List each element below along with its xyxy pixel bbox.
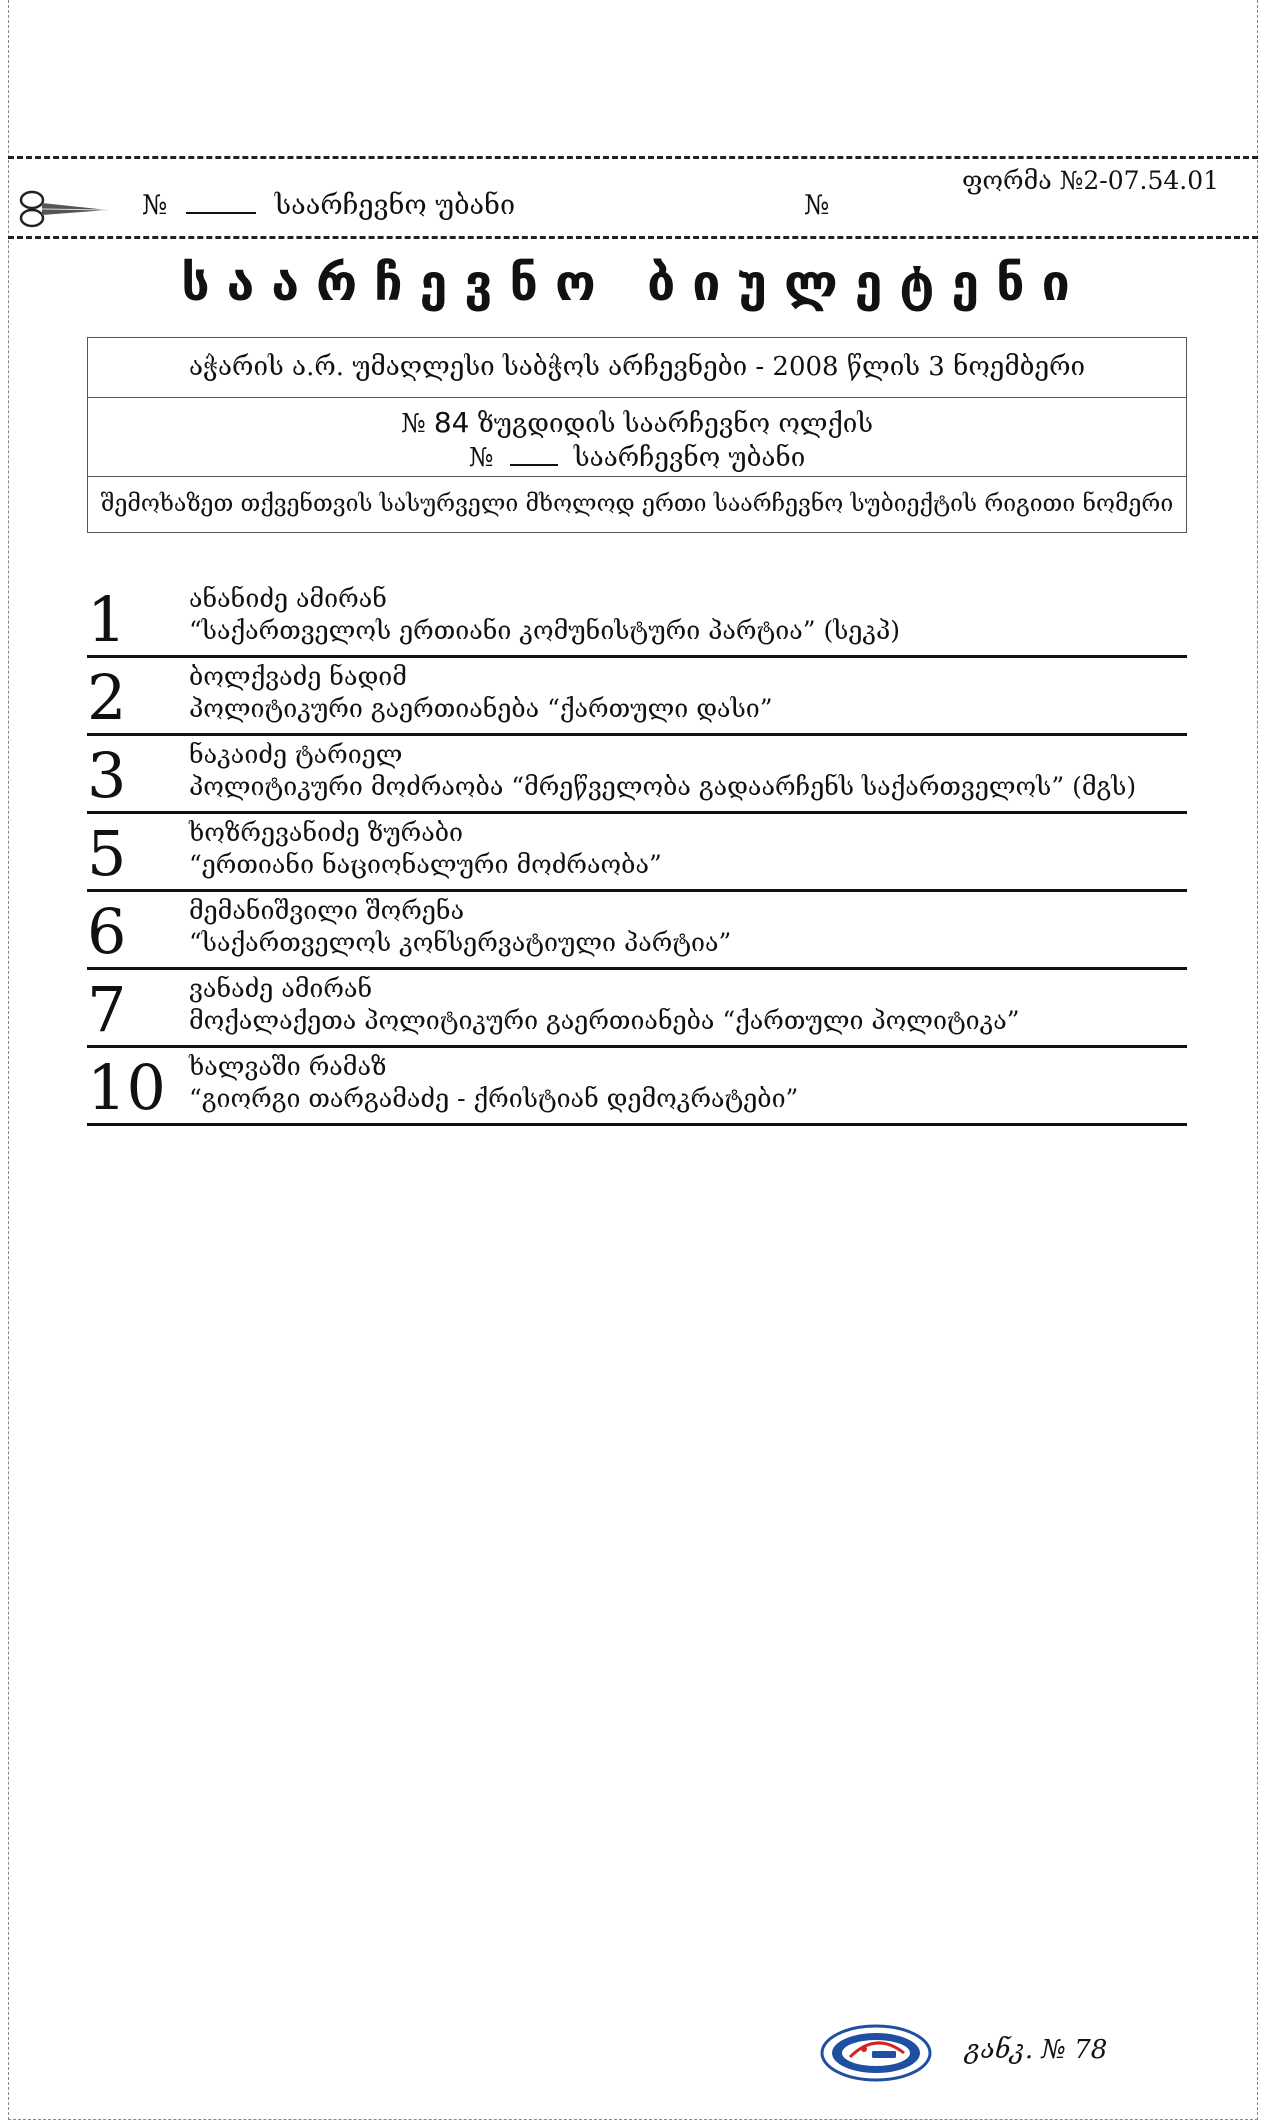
- candidate-row[interactable]: [87, 582, 1187, 658]
- candidate-name: მემანიშვილი შორენა: [189, 896, 465, 925]
- candidate-name: ვანაძე ამირან: [189, 974, 373, 1003]
- precinct-blank: [510, 446, 558, 466]
- candidate-number[interactable]: 7: [87, 973, 127, 1046]
- election-commission-logo: [820, 2023, 932, 2083]
- stub-precinct-label: საარჩევნო უბანი: [274, 190, 516, 221]
- candidate-name: ანანიძე ამირან: [189, 584, 387, 613]
- candidate-party: “გიორგი თარგამაძე - ქრისტიან დემოკრატები”: [189, 1084, 799, 1113]
- stub-precinct-number: [142, 190, 515, 221]
- election-info-box: [87, 337, 1187, 533]
- candidate-number[interactable]: 6: [87, 895, 127, 968]
- candidate-name: ბოლქვაძე ნადიმ: [189, 662, 407, 691]
- stub-serial-number: №: [804, 190, 830, 221]
- candidate-number[interactable]: 2: [87, 661, 127, 734]
- ballot-stub: [14, 166, 1254, 230]
- candidate-party: “საქართველოს კონსერვატიული პარტია”: [189, 928, 732, 957]
- candidate-number[interactable]: 5: [87, 817, 127, 890]
- scissors-icon: [18, 188, 110, 228]
- precinct-label: საარჩევნო უბანი: [573, 443, 806, 473]
- candidate-party: პოლიტიკური მოძრაობა “მრეწველობა გადაარჩენს საქართველოს” (მგს): [189, 772, 1137, 801]
- candidate-row[interactable]: [87, 738, 1187, 814]
- candidate-name: ნაკაიძე ტარიელ: [189, 740, 403, 769]
- district-info: [88, 398, 1186, 477]
- voting-instruction: შემოხაზეთ თქვენთვის სასურველი მხოლოდ ერთი საარჩევნო სუბიექტის რიგითი ნომერი: [100, 491, 1174, 517]
- form-number: ფორმა №2-07.54.01: [962, 166, 1220, 195]
- candidate-party: მოქალაქეთა პოლიტიკური გაერთიანება “ქართული პოლიტიკა”: [189, 1006, 1020, 1035]
- candidate-party: პოლიტიკური გაერთიანება “ქართული დასი”: [189, 694, 773, 723]
- election-name: აჭარის ა.რ. უმაღლესი საბჭოს არჩევნები - 2008 წლის 3 ნოემბერი: [88, 338, 1186, 398]
- candidate-party: “საქართველოს ერთიანი კომუნისტური პარტია” (სეკპ): [189, 616, 901, 645]
- candidate-number[interactable]: 1: [87, 583, 127, 656]
- district-number: 84: [433, 406, 470, 439]
- cut-line-top: [8, 156, 1258, 159]
- candidate-row[interactable]: [87, 660, 1187, 736]
- cut-line-bottom: [8, 236, 1258, 239]
- precinct-line: [88, 441, 1186, 475]
- ballot-title: საარჩევნო ბიულეტენი: [181, 254, 1087, 312]
- district-prefix: №: [400, 409, 426, 439]
- page-reference: განკ. № 78: [965, 2035, 1108, 2065]
- number-sign: №: [142, 190, 168, 221]
- candidate-name: ხალვაში რამაზ: [189, 1052, 387, 1081]
- candidate-list: [87, 582, 1187, 1128]
- candidate-party: “ერთიანი ნაციონალური მოძრაობა”: [189, 850, 662, 879]
- candidate-number[interactable]: 3: [87, 739, 127, 812]
- district-line: [88, 406, 1186, 441]
- district-label: ზუგდიდის საარჩევნო ოლქის: [477, 409, 874, 439]
- candidate-row[interactable]: [87, 816, 1187, 892]
- candidate-row[interactable]: [87, 972, 1187, 1048]
- precinct-number-blank: [186, 190, 256, 214]
- candidate-row[interactable]: [87, 1050, 1187, 1126]
- candidate-row[interactable]: [87, 894, 1187, 970]
- candidate-name: ხოზრევანიძე ზურაბი: [189, 818, 464, 847]
- candidate-number[interactable]: 10: [87, 1051, 166, 1124]
- precinct-prefix: №: [468, 443, 494, 473]
